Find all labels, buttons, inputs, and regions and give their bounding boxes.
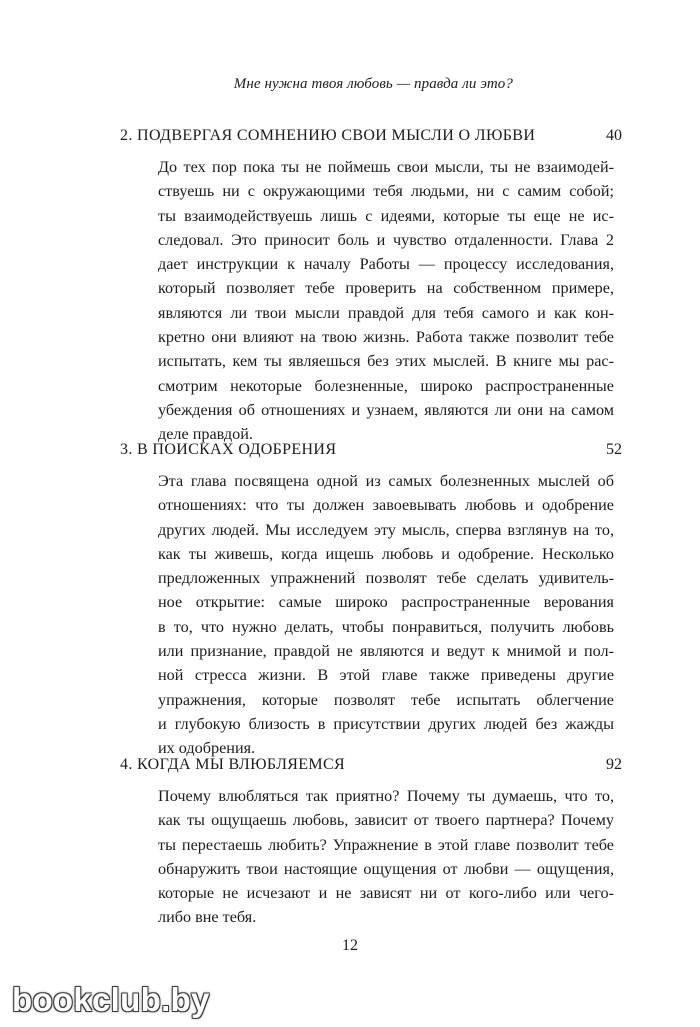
text-line: отношениях: что ты должен завоевывать любовь и одобрение (158, 496, 614, 515)
section-page-number: 40 (606, 127, 622, 144)
text-line: других людей. Мы исследуем эту мысль, сперва взглянув на то, (158, 520, 614, 539)
section-page-number: 92 (606, 756, 622, 773)
text-line: обнаружить твои настоящие ощущения от любви — ощущения, (158, 859, 614, 878)
text-line: кретно они влияют на твою жизнь. Работа также позволит тебе (158, 328, 614, 347)
section-body (158, 784, 614, 930)
text-line: ты взаимодействуешь лишь с идеями, которые ты еще не ис- (158, 206, 614, 225)
text-line: дает инструкции к началу Работы — процессу исследования, (158, 255, 614, 274)
running-head: Мне нужна твоя любовь — правда ли это? (233, 76, 513, 92)
text-line: ствуешь ни с окружающими тебя людьми, ни с самим собой; (158, 182, 614, 201)
text-line: убеждения об отношениях и узнаем, являются ли они на самом (158, 400, 614, 419)
text-line: их одобрения. (158, 739, 256, 758)
text-line: До тех пор пока ты не поймешь свои мысли, ты не взаимодей- (158, 158, 614, 176)
section-title: 2. ПОДВЕРГАЯ СОМНЕНИЮ СВОИ МЫСЛИ О ЛЮБВИ (120, 127, 536, 144)
section-body (158, 469, 614, 761)
section-title: 4. КОГДА МЫ ВЛЮБЛЯЕМСЯ (120, 756, 346, 773)
page-number: 12 (342, 937, 358, 954)
text-line: упражнения, которые позволят тебе испытать облегчение (158, 690, 614, 709)
text-line: деле правдой. (158, 425, 253, 444)
text-line: предложенных упражнений позволят тебе сделать удивитель- (158, 569, 614, 588)
text-line: ты перестаешь любить? Упражнение в этой главе позволит тебе (158, 835, 614, 854)
text-line: как ты живешь, когда ищешь любовь и одобрение. Несколько (158, 544, 614, 563)
text-line: либо вне тебя. (158, 908, 257, 927)
section-body (158, 155, 614, 447)
section-title: 3. В ПОИСКАХ ОДОБРЕНИЯ (120, 441, 337, 458)
text-line: и глубокую близость в присутствии других людей без жажды (158, 714, 614, 733)
text-line: смотрим некоторые болезненные, широко распространенные (158, 376, 614, 395)
text-line: который позволяет тебе проверить на собственном примере, (158, 279, 614, 298)
text-line: Почему влюбляться так приятно? Почему ты думаешь, что то, (158, 787, 614, 805)
text-line: которые не исчезают и не зависят ни от кого-либо или чего- (158, 884, 614, 903)
text-line: в то, что нужно делать, чтобы понравиться, получить любовь (158, 617, 614, 636)
text-line: ное открытие: самые широко распространенные верования (158, 593, 614, 612)
text-line: являются ли твои мысли правдой для тебя самого и как кон- (158, 303, 614, 322)
text-line: ной стресса жизни. В этой главе также приведены другие (158, 666, 614, 685)
watermark: bookclub.by (12, 981, 210, 1018)
text-line: Эта глава посвящена одной из самых болезненных мыслей об (158, 472, 614, 490)
text-line: следовал. Это приносит боль и чувство отдаленности. Глава 2 (158, 230, 614, 249)
section-page-number: 52 (606, 441, 622, 458)
text-line: испытать, кем ты являешься без этих мыслей. В книге мы рас- (158, 352, 614, 371)
text-line: как ты ощущаешь любовь, зависит от твоего партнера? Почему (158, 811, 614, 830)
text-line: или признание, правдой не являются и ведут к мнимой и пол- (158, 642, 614, 661)
